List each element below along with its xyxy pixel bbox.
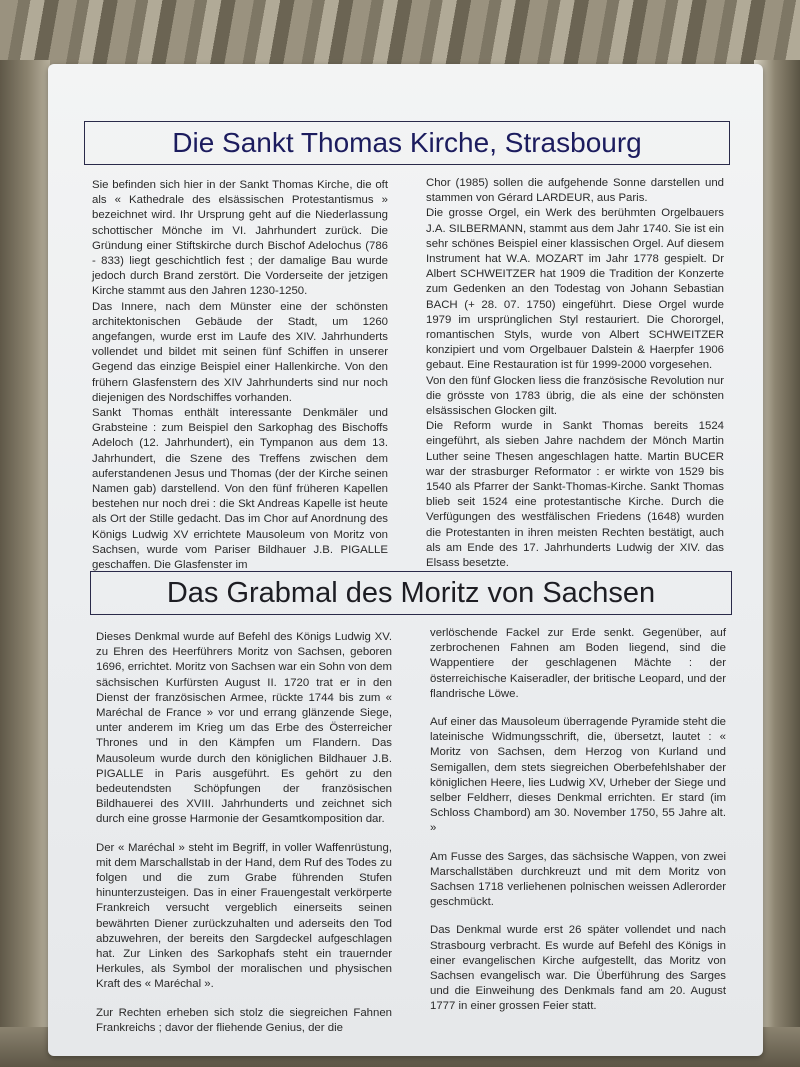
tomb-text-left-column xyxy=(96,630,392,1036)
church-paragraph: Die Reform wurde in Sankt Thomas bereits 1524 eingeführt, als sieben Jahre nachdem der Mönch Martin Luther seine Thesen angeschlagen hatte. Martin BUCER war der strasburger Reformator : er wirkte von 1529 bis 1540 als Pfarrer der Sankt-Thomas-Kirche. Sankt Thomas blieb seit 1524 eine protestantische Kirche. Durch die Verfügungen des westfälischen Friedens (1648) wurden die Protestanten in ihren meisten Rechten bestätigt, auch als am Ende des 17. Jahrhunderts Ludwig der XIV. das Elsass besetzte. xyxy=(426,420,724,570)
church-paragraph: Sie befinden sich hier in der Sankt Thomas Kirche, die oft als « Kathedrale des elsässischen Protestantismus » bezeichnet wird. Ihr Ursprung geht auf die Niederlassung schottischer Mönche im VI. Jahrhundert zurück. Die Gründung einer Stiftskirche durch Bischof Adelochus (786 - 833) liegt geschichtlich fest ; der damalige Bau wurde jedoch durch Brand zerstört. Die Vorderseite der jetzigen Kirche stammt aus den Jahren 1230-1250. xyxy=(92,179,388,298)
church-text-left-column xyxy=(92,178,388,573)
tomb-paragraph: verlöschende Fackel zur Erde senkt. Gegenüber, auf zerbrochenen Fahnen am Boden liegend, sind die Wappentiere der geschlagenen Mächte : der österreichische Kaiseradler, der britische Leopard, und der flandrische Löwe. xyxy=(430,627,726,700)
tomb-paragraph: Am Fusse des Sarges, das sächsische Wappen, von zwei Marschallstäben durchkreuzt und mit dem Moritz von Sachsen 1718 verliehenen polnischen weissen Adlerorder geschmückt. xyxy=(430,850,726,909)
plaque-title-church: Die Sankt Thomas Kirche, Strasbourg xyxy=(84,121,730,165)
stone-column-left xyxy=(0,60,50,1067)
church-paragraph: Das Innere, nach dem Münster eine der schönsten architektonischen Gebäude der Stadt, um 1260 angefangen, wurde erst im Laufe des XIV. Jahrhunderts vollendet und bildet mit seinen fünf Schiffen in unserer Gegend das einzige Beispiel einer Hallenkirche. Von den frühern Glasfenstern des XIV Jahrhunderts sind nur noch diejenigen des Nordschiffes vorhanden. xyxy=(92,300,388,404)
tomb-text-right-column xyxy=(430,626,726,1015)
tomb-paragraph: Auf einer das Mausoleum überragende Pyramide steht die lateinische Widmungsschrift, die, übersetzt, lautet : « Moritz von Sachsen, dem Herzog von Kurland und Semigallen, dem stets siegreichen Oberbefehlshaber der königlichen Heere, lies Ludwig XV, Urheber der Siege und selber Feldherr, dieses Denkmal errichten. Er stard (im Schloss Chambord) am 30. November 1750, 55 Jahre alt. » xyxy=(430,716,726,835)
tomb-paragraph: Der « Maréchal » steht im Begriff, in voller Waffenrüstung, mit dem Marschallstab in der Hand, dem Ruf des Todes zu folgen und die zum Grabe führenden Stufen hinunterzusteigen. Das in einer Frauengestalt verkörperte Frankreich versucht vergeblich einerseits seinen bewährten Diener zurückzuhalten und aderseits den Tod abzuwehren, der bereits den Sargdeckel aufgeschlagen hat. Zur Linken des Sarkophafs steht ein trauernder Herkules, als Symbol der moralischen und physischen Kraft des « Maréchal ». xyxy=(96,841,392,991)
church-paragraph: Chor (1985) sollen die aufgehende Sonne darstellen und stammen von Gérard LARDEUR, aus Paris. xyxy=(426,177,724,205)
church-paragraph: Von den fünf Glocken liess die französische Revolution nur die grösste von 1783 übrig, die als eine der schönsten elsässischen Glocken gilt. xyxy=(426,374,724,418)
tomb-paragraph: Dieses Denkmal wurde auf Befehl des Königs Ludwig XV. zu Ehren des Heerführers Moritz von Sachsen, geboren 1696, errichtet. Moritz von Sachsen war ein Sohn von dem sächsischen Kurfürsten August II. 1720 trat er in den Dienst der französischen Armee, rückte 1744 bis zum « Maréchal de France » vor und errang glänzende Siege, unter anderem im Krieg um das Erbe des Österreicher Thrones und in den Kämpfen um Flandern. Das Mausoleum wurde durch den königlichen Bildhauer J.B. PIGALLE in Paris ausgeführt. Es gehört zu den bedeutendsten Schöpfungen der französischen Bildhauerei des XVIII. Jahrhunderts und zeichnet sich durch eine grosse Harmonie der Gesamtkomposition dar. xyxy=(96,631,392,826)
church-paragraph: Die grosse Orgel, ein Werk des berühmten Orgelbauers J.A. SILBERMANN, stammt aus dem Jahr 1740. Sie ist ein sehr schönes Beispiel einer klassischen Orgel. Auf diesem Instrument hat W.A. MOZART im Jahr 1778 gespielt. Dr Albert SCHWEITZER hat 1909 die Tradition der Konzerte zum Gedenken an den Todestag von Johann Sebastian BACH (+ 28. 07. 1750) eingeführt. Diese Orgel wurde 1979 im ursprünglichen Styl restauriert. Die Chororgel, romantischen Styls, wurde von Albert SCHWEITZER konzipiert und vom Orgelbauer Dalstein & Haerpfer 1906 gebaut. Eine Restauration ist für 1999-2000 vorgesehen. xyxy=(426,207,724,372)
church-text-right-column xyxy=(426,176,724,571)
tomb-paragraph: Zur Rechten erheben sich stolz die siegreichen Fahnen Frankreichs ; davor der fliehende Genius, der die xyxy=(96,1006,392,1034)
tomb-paragraph: Das Denkmal wurde erst 26 später vollendet und nach Strasbourg verbracht. Es wurde auf Befehl des Königs in einer evangelischen Kirche aufgestellt, das Moritz von Sachsen evangelisch war. Die Überführung des Sarges und die Einweihung des Denkmals fand am 20. August 1777 in einer grossen Feier statt. xyxy=(430,924,726,1013)
information-plaque xyxy=(48,64,763,1056)
plaque-title-tomb: Das Grabmal des Moritz von Sachsen xyxy=(90,571,732,615)
church-paragraph: Sankt Thomas enthält interessante Denkmäler und Grabsteine : zum Beispiel den Sarkophag des Bischoffs Adeloch (12. Jahrhundert), ein Tympanon aus dem 13. Jahrhundert, die Szene des Treffens zwischen dem auferstandenen Jesus und Thomas (der der Kirche seinen Namen gab) darstellend. Von den fünf früheren Kapellen bestehen nur noch drei : die Skt Andreas Kapelle ist heute als Ort der Stille gedacht. Das im Chor auf Anordnung des Königs Ludwig XV errichtete Mausoleum von Moritz von Sachsen, wurde vom Pariser Bildhauer J.B. PIGALLE geschaffen. Die Glasfenster im xyxy=(92,407,388,572)
